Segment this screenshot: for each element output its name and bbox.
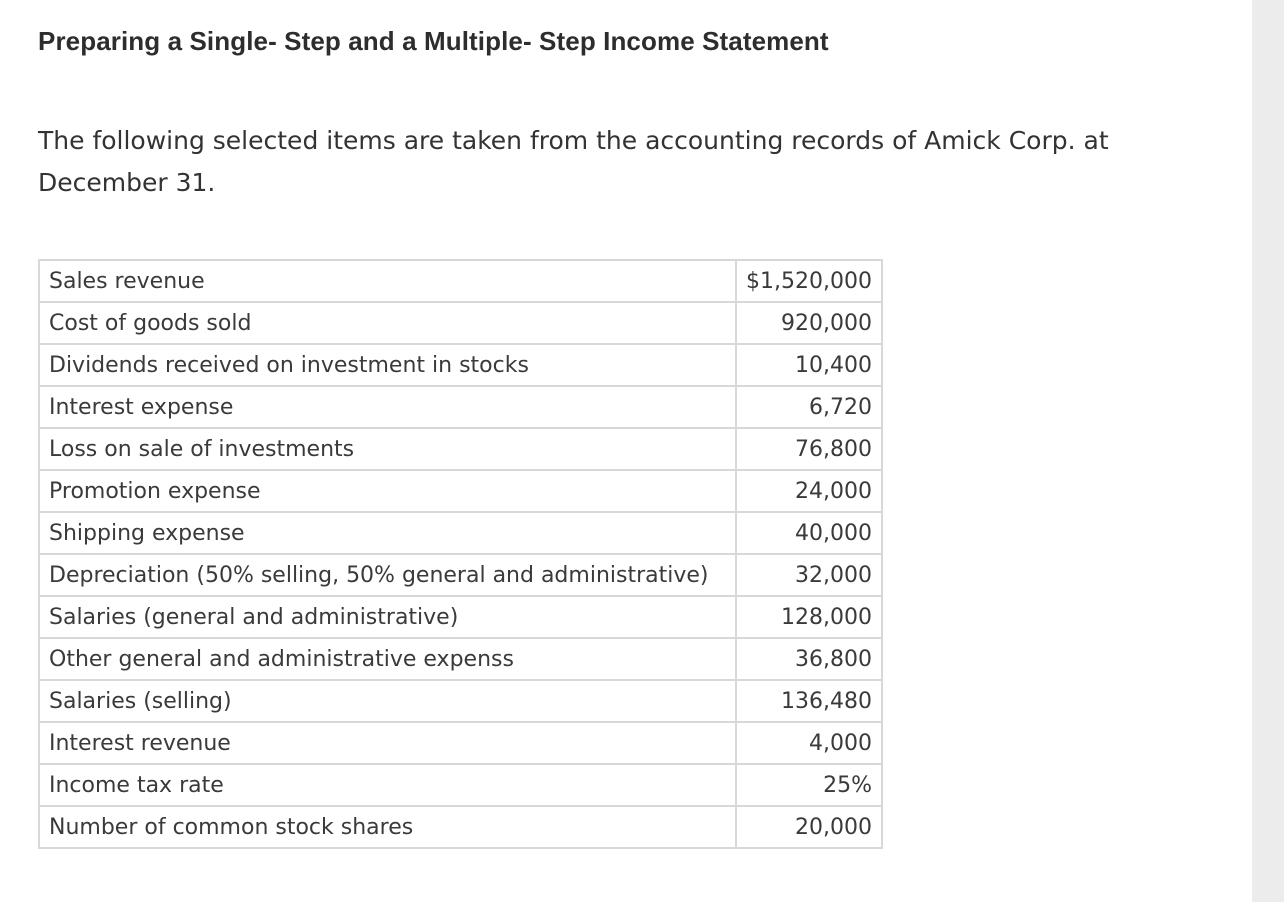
item-label: Sales revenue (39, 260, 736, 302)
item-amount: 128,000 (736, 596, 882, 638)
table-row (39, 764, 882, 806)
table-row (39, 302, 882, 344)
item-amount: 136,480 (736, 680, 882, 722)
item-label: Promotion expense (39, 470, 736, 512)
item-label: Number of common stock shares (39, 806, 736, 848)
page-title: Preparing a Single- Step and a Multiple- Step Income Statement (38, 26, 829, 56)
intro-paragraph: The following selected items are taken from the accounting records of Amick Corp. at December 31. (38, 126, 1109, 197)
item-label: Dividends received on investment in stocks (39, 344, 736, 386)
item-amount: 36,800 (736, 638, 882, 680)
item-label: Shipping expense (39, 512, 736, 554)
item-amount: $1,520,000 (736, 260, 882, 302)
table-row (39, 470, 882, 512)
table-row (39, 386, 882, 428)
table-row (39, 638, 882, 680)
item-amount: 32,000 (736, 554, 882, 596)
item-amount: 920,000 (736, 302, 882, 344)
table-row (39, 554, 882, 596)
item-amount: 40,000 (736, 512, 882, 554)
item-label: Depreciation (50% selling, 50% general and administrative) (39, 554, 736, 596)
item-amount: 24,000 (736, 470, 882, 512)
item-amount: 6,720 (736, 386, 882, 428)
table-row (39, 596, 882, 638)
accounting-records-table (38, 259, 883, 849)
table-row (39, 722, 882, 764)
item-label: Salaries (selling) (39, 680, 736, 722)
item-label: Other general and administrative expenss (39, 638, 736, 680)
item-label: Cost of goods sold (39, 302, 736, 344)
table-row (39, 260, 882, 302)
item-label: Salaries (general and administrative) (39, 596, 736, 638)
item-label: Interest revenue (39, 722, 736, 764)
table-row (39, 512, 882, 554)
item-label: Interest expense (39, 386, 736, 428)
table-row (39, 680, 882, 722)
table-row (39, 344, 882, 386)
item-amount: 10,400 (736, 344, 882, 386)
item-label: Income tax rate (39, 764, 736, 806)
item-label: Loss on sale of investments (39, 428, 736, 470)
item-amount: 76,800 (736, 428, 882, 470)
table-row (39, 428, 882, 470)
item-amount: 20,000 (736, 806, 882, 848)
item-amount: 4,000 (736, 722, 882, 764)
table-row (39, 806, 882, 848)
item-amount: 25% (736, 764, 882, 806)
